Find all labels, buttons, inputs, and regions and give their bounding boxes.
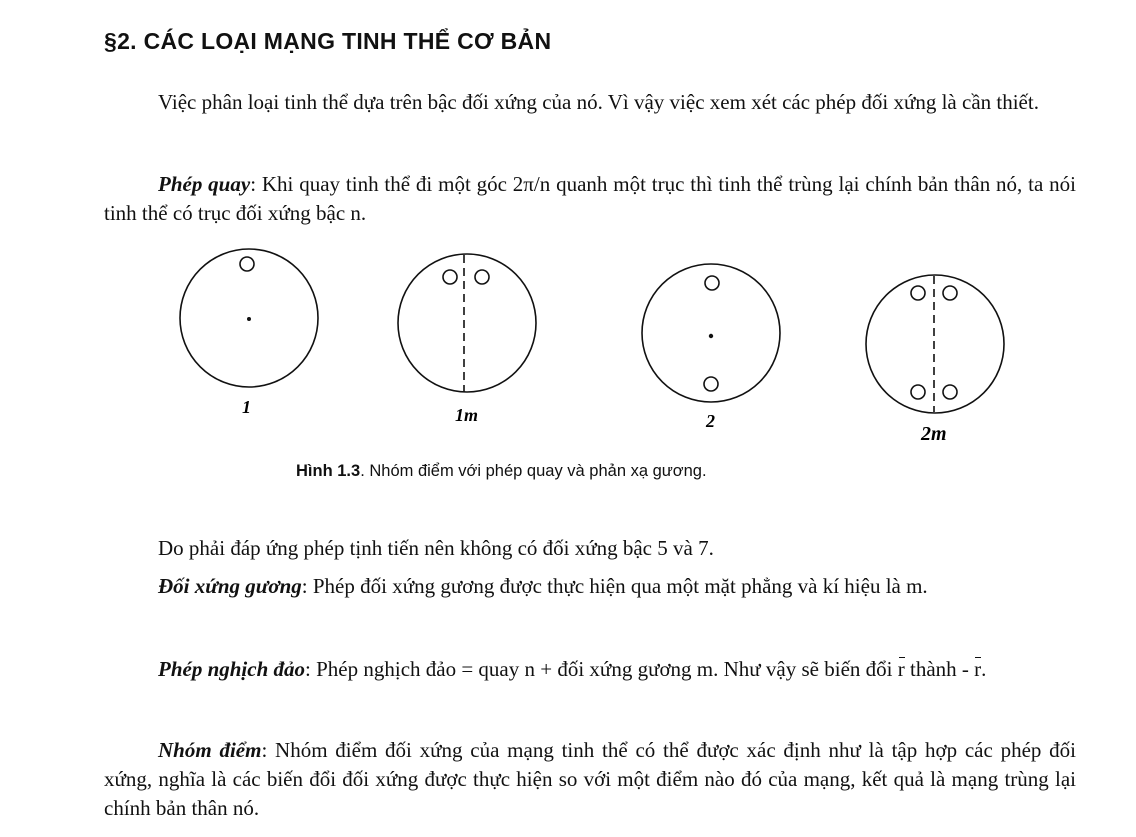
stereogram-2-circle bbox=[642, 264, 780, 402]
inversion-paragraph bbox=[104, 655, 1076, 684]
caption-label: Hình 1.3 bbox=[296, 462, 361, 480]
translation-paragraph bbox=[104, 534, 1076, 563]
stereogram-1-pole bbox=[240, 257, 254, 271]
stereogram-1m-pole-right bbox=[475, 270, 489, 284]
translation-text: Do phải đáp ứng phép tịnh tiến nên không có đối xứng bậc 5 và 7. bbox=[158, 536, 714, 560]
stereogram-2-center bbox=[710, 335, 713, 338]
stereogram-1m-pole-left bbox=[443, 270, 457, 284]
stereogram-2m-pole-br bbox=[943, 385, 957, 399]
mirror-text: : Phép đối xứng gương được thực hiện qua một mặt phẳng và kí hiệu là m. bbox=[301, 574, 928, 598]
inversion-end: . bbox=[981, 657, 987, 681]
stereogram-2-pole-bottom bbox=[704, 377, 718, 391]
pointgroup-text: : Nhóm điểm đối xứng của mạng tinh thể có thể được xác định như là tập hợp các phép đối xứng, nghĩa là các biến đổi đối xứng được thực hiện so với một điểm nào đó của mạng, kết quả là mạng trùng lại chính bản thân nó. bbox=[104, 738, 1076, 820]
stereogram-2m-pole-bl bbox=[911, 385, 925, 399]
vector-r-negated: r bbox=[974, 655, 981, 684]
stereogram-2m-circle bbox=[866, 275, 1004, 413]
inversion-term: Phép nghịch đảo bbox=[158, 657, 306, 681]
pointgroup-paragraph bbox=[104, 736, 1076, 823]
rotation-text: : Khi quay tinh thể đi một góc 2π/n quanh một trục thì tinh thể trùng lại chính bản thân nó, ta nói tinh thể có trục đối xứng bậc n. bbox=[104, 172, 1077, 225]
caption-text: . Nhóm điểm với phép quay và phản xạ gương. bbox=[360, 462, 707, 480]
stereogram-1m-circle bbox=[398, 254, 536, 392]
pointgroup-term: Nhóm điểm bbox=[158, 738, 262, 762]
rotation-term: Phép quay bbox=[158, 172, 251, 196]
label-group-1: 1 bbox=[242, 397, 251, 417]
label-group-2: 2 bbox=[706, 411, 715, 431]
figure-caption bbox=[296, 462, 707, 481]
label-group-2m: 2m bbox=[921, 423, 947, 445]
vector-r: r bbox=[898, 655, 905, 684]
stereogram-2m-pole-tl bbox=[911, 286, 925, 300]
stereogram-2-pole-top bbox=[705, 276, 719, 290]
mirror-paragraph bbox=[104, 572, 1076, 601]
stereogram-2m-pole-tr bbox=[943, 286, 957, 300]
mirror-term: Đối xứng gương bbox=[158, 574, 302, 598]
intro-text: Việc phân loại tinh thể dựa trên bậc đối xứng của nó. Vì vậy việc xem xét các phép đối xứng là cần thiết. bbox=[158, 90, 1039, 114]
stereogram-1-center bbox=[248, 318, 250, 320]
section-heading: §2. CÁC LOẠI MẠNG TINH THỂ CƠ BẢN bbox=[104, 28, 552, 54]
inversion-mid: thành - bbox=[904, 657, 975, 681]
label-group-1m: 1m bbox=[455, 405, 479, 425]
inversion-text: : Phép nghịch đảo = quay n + đối xứng gương m. Như vậy sẽ biến đổi bbox=[305, 657, 898, 681]
